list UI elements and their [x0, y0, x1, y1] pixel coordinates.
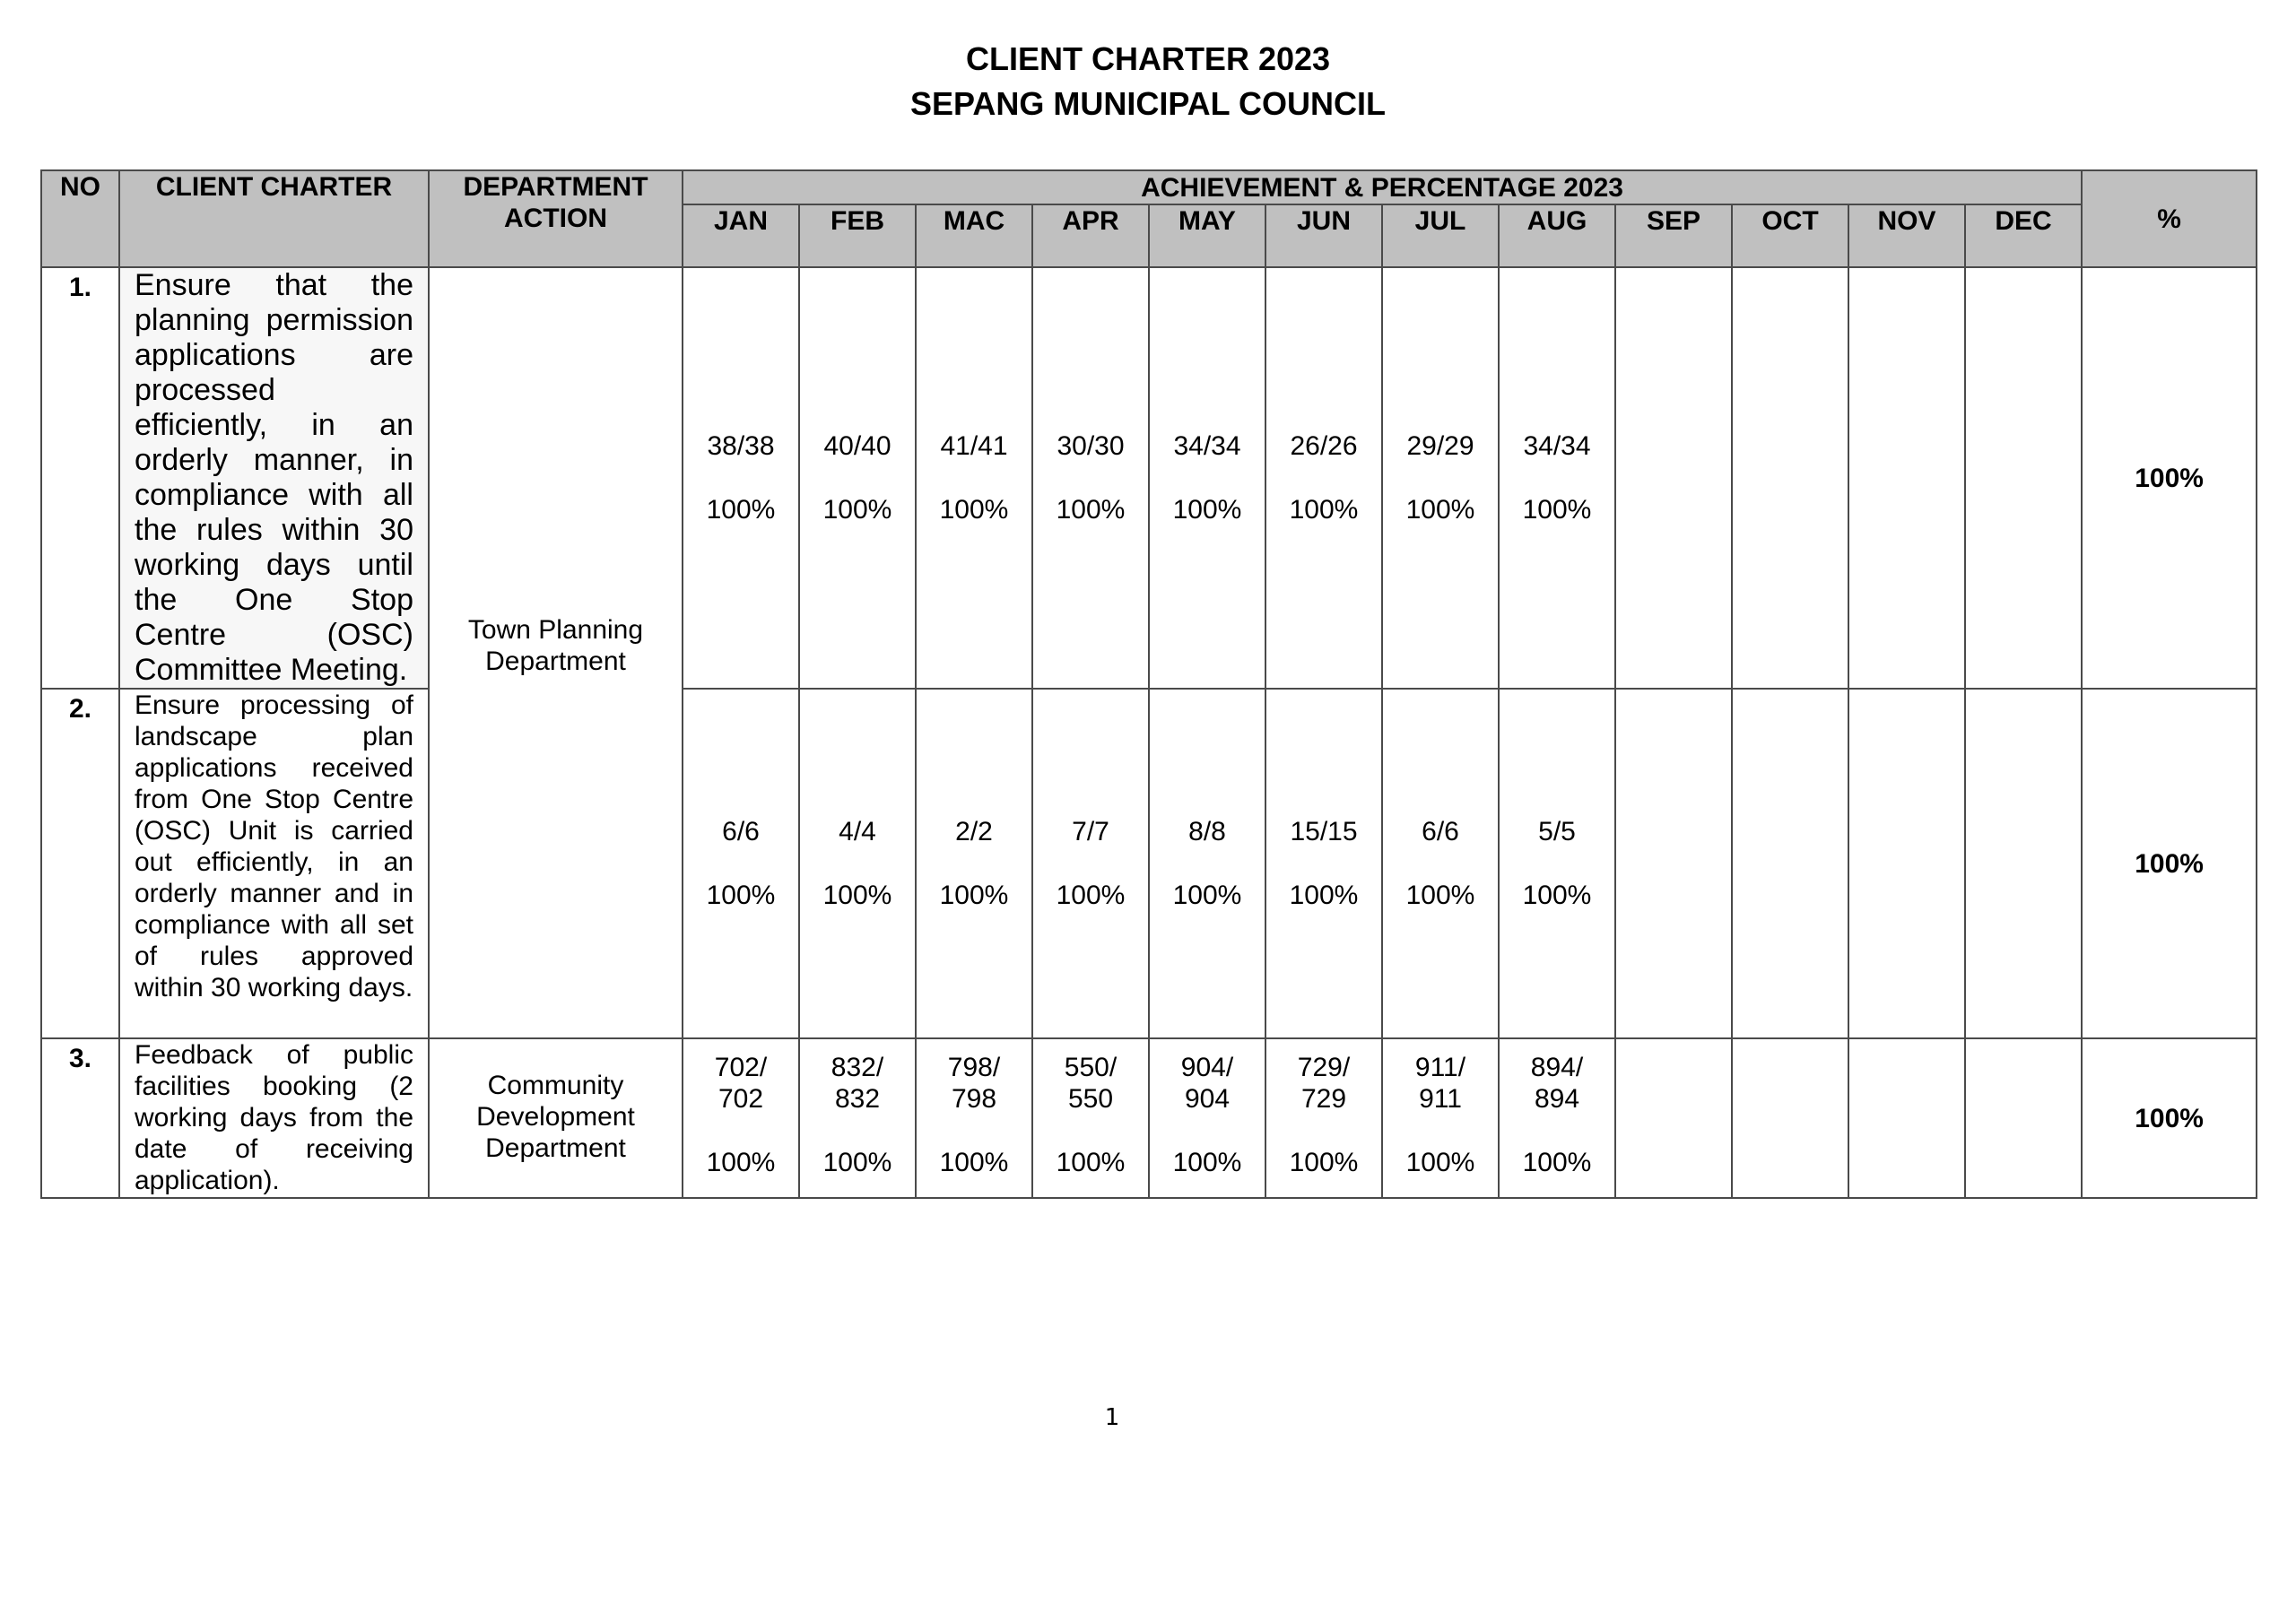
month-fraction: 5/5 — [1538, 817, 1576, 846]
month-value-cell — [799, 689, 916, 1038]
month-value-cell — [1265, 267, 1382, 689]
month-percentage: 100% — [1522, 495, 1592, 525]
month-fraction: 38/38 — [707, 431, 775, 461]
month-percentage: 100% — [706, 495, 776, 525]
document-title: CLIENT CHARTER 2023 — [965, 40, 1331, 77]
table-row — [41, 267, 2257, 689]
month-percentage: 100% — [939, 881, 1009, 910]
month-fraction: 30/30 — [1057, 431, 1125, 461]
month-fraction: 550/ — [1064, 1053, 1118, 1082]
month-value-cell — [1499, 1038, 1615, 1198]
month-fraction: 550 — [1067, 1084, 1114, 1114]
header-month: APR — [1032, 204, 1149, 267]
month-percentage: 100% — [1172, 1148, 1242, 1177]
month-fraction: 729/ — [1297, 1053, 1351, 1082]
department-cell — [429, 267, 683, 1038]
month-fraction: 729 — [1300, 1084, 1347, 1114]
header-month: MAC — [916, 204, 1032, 267]
month-percentage: 100% — [1405, 1148, 1475, 1177]
table-row — [41, 689, 2257, 1038]
month-value-cell — [1149, 1038, 1265, 1198]
total-percentage: 100% — [2082, 689, 2257, 1038]
month-percentage: 100% — [822, 1148, 892, 1177]
total-percentage: 100% — [2082, 267, 2257, 689]
month-percentage: 100% — [1522, 1148, 1592, 1177]
month-value-cell — [1499, 267, 1615, 689]
month-percentage: 100% — [822, 495, 892, 525]
empty-month-cell — [1732, 1038, 1848, 1198]
month-value-cell — [683, 1038, 799, 1198]
month-value-cell — [799, 1038, 916, 1198]
month-value-cell — [1265, 1038, 1382, 1198]
month-fraction: 798 — [951, 1084, 997, 1114]
department-name-line: Department — [485, 647, 626, 676]
month-fraction: 894 — [1534, 1084, 1580, 1114]
month-value-cell — [1032, 1038, 1149, 1198]
month-value-cell — [1149, 267, 1265, 689]
month-fraction: 8/8 — [1188, 817, 1226, 846]
client-charter-table — [40, 169, 2257, 1199]
header-no: NO — [41, 170, 119, 267]
header-month: JAN — [683, 204, 799, 267]
month-percentage: 100% — [939, 1148, 1009, 1177]
month-percentage: 100% — [1289, 495, 1359, 525]
month-fraction: 2/2 — [955, 817, 993, 846]
total-percentage: 100% — [2082, 1038, 2257, 1198]
month-fraction: 832 — [834, 1084, 881, 1114]
month-percentage: 100% — [1056, 881, 1126, 910]
department-name-line: Development — [476, 1102, 635, 1132]
month-fraction: 702/ — [714, 1053, 768, 1082]
header-percent: % — [2082, 170, 2257, 267]
empty-month-cell — [1615, 267, 1732, 689]
month-fraction: 6/6 — [722, 817, 760, 846]
empty-month-cell — [1848, 1038, 1965, 1198]
empty-month-cell — [1848, 689, 1965, 1038]
empty-month-cell — [1732, 689, 1848, 1038]
month-percentage: 100% — [1172, 495, 1242, 525]
month-value-cell — [683, 267, 799, 689]
month-percentage: 100% — [1056, 1148, 1126, 1177]
row-number: 3. — [41, 1038, 119, 1198]
month-value-cell — [1382, 1038, 1499, 1198]
row-number: 2. — [41, 689, 119, 1038]
month-percentage: 100% — [822, 881, 892, 910]
month-fraction: 7/7 — [1072, 817, 1109, 846]
month-fraction: 904/ — [1180, 1053, 1234, 1082]
charter-text: Ensure processing of landscape plan applications received from One Stop Centre (OSC) Unit is carried out efficiently, in an orderly manner and in compliance with all set of rules approved within 30 working days. — [119, 689, 429, 1038]
month-value-cell — [916, 267, 1032, 689]
department-name-line: Town Planning — [467, 615, 644, 645]
month-fraction: 29/29 — [1406, 431, 1474, 461]
empty-month-cell — [1848, 267, 1965, 689]
month-value-cell — [683, 689, 799, 1038]
month-percentage: 100% — [1405, 495, 1475, 525]
header-month: DEC — [1965, 204, 2082, 267]
month-fraction: 911 — [1419, 1084, 1462, 1114]
month-value-cell — [1032, 267, 1149, 689]
table-row — [41, 1038, 2257, 1198]
empty-month-cell — [1615, 689, 1732, 1038]
header-achievement-group: ACHIEVEMENT & PERCENTAGE 2023 — [683, 170, 2082, 204]
month-fraction: 15/15 — [1290, 817, 1358, 846]
header-month: MAY — [1149, 204, 1265, 267]
month-percentage: 100% — [706, 881, 776, 910]
month-fraction: 26/26 — [1290, 431, 1358, 461]
department-cell — [429, 1038, 683, 1198]
month-fraction: 904 — [1184, 1084, 1231, 1114]
department-name-line: Department — [485, 1133, 626, 1163]
month-percentage: 100% — [706, 1148, 776, 1177]
month-percentage: 100% — [1522, 881, 1592, 910]
month-fraction: 894/ — [1530, 1053, 1584, 1082]
header-month: JUL — [1382, 204, 1499, 267]
empty-month-cell — [1965, 267, 2082, 689]
month-value-cell — [1382, 689, 1499, 1038]
month-value-cell — [1265, 689, 1382, 1038]
header-client-charter: CLIENT CHARTER — [119, 170, 429, 267]
month-fraction: 4/4 — [839, 817, 876, 846]
month-percentage: 100% — [939, 495, 1009, 525]
empty-month-cell — [1615, 1038, 1732, 1198]
month-percentage: 100% — [1289, 1148, 1359, 1177]
month-fraction: 911/ — [1414, 1053, 1466, 1082]
month-value-cell — [1032, 689, 1149, 1038]
document-subtitle: SEPANG MUNICIPAL COUNCIL — [909, 85, 1386, 122]
empty-month-cell — [1732, 267, 1848, 689]
month-percentage: 100% — [1289, 881, 1359, 910]
header-month: OCT — [1732, 204, 1848, 267]
month-fraction: 34/34 — [1173, 431, 1241, 461]
month-fraction: 6/6 — [1422, 817, 1459, 846]
month-fraction: 40/40 — [823, 431, 891, 461]
charter-text: Ensure that the planning permission applications are processed efficiently, in an orderly manner, in compliance with all the rules within 30 working days until the One Stop Centre (OSC) Committee Meeting. — [119, 267, 429, 689]
month-value-cell — [916, 689, 1032, 1038]
page-number: 1 — [1104, 1404, 1120, 1431]
month-percentage: 100% — [1172, 881, 1242, 910]
month-fraction: 702 — [718, 1084, 764, 1114]
header-month: NOV — [1848, 204, 1965, 267]
month-percentage: 100% — [1056, 495, 1126, 525]
month-fraction: 41/41 — [940, 431, 1008, 461]
department-name-line: Community — [487, 1071, 624, 1100]
header-month: SEP — [1615, 204, 1732, 267]
month-percentage: 100% — [1405, 881, 1475, 910]
row-number: 1. — [41, 267, 119, 689]
month-value-cell — [1499, 689, 1615, 1038]
month-fraction: 798/ — [947, 1053, 1001, 1082]
month-value-cell — [1382, 267, 1499, 689]
month-value-cell — [799, 267, 916, 689]
month-fraction: 832/ — [831, 1053, 884, 1082]
month-value-cell — [916, 1038, 1032, 1198]
charter-text: Feedback of public facilities booking (2 working days from the date of receiving application). — [119, 1038, 429, 1198]
header-month: AUG — [1499, 204, 1615, 267]
header-month: FEB — [799, 204, 916, 267]
month-fraction: 34/34 — [1523, 431, 1591, 461]
header-department-action: DEPARTMENT ACTION — [429, 170, 683, 267]
empty-month-cell — [1965, 1038, 2082, 1198]
header-month: JUN — [1265, 204, 1382, 267]
empty-month-cell — [1965, 689, 2082, 1038]
month-value-cell — [1149, 689, 1265, 1038]
